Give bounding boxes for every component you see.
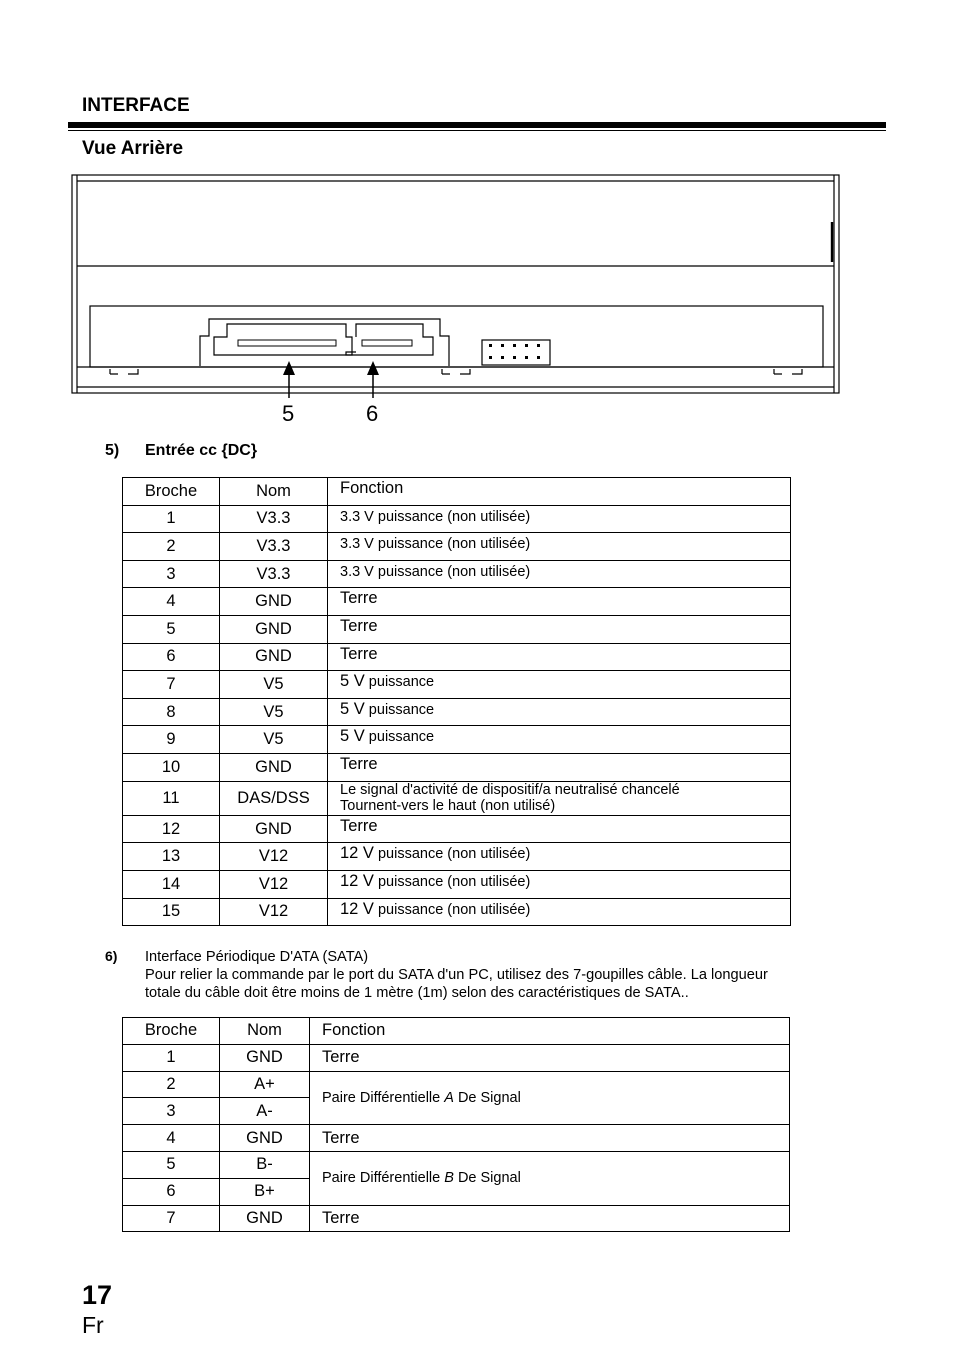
pair-b-prefix: Paire Différentielle bbox=[322, 1169, 445, 1186]
name-cell: B- bbox=[220, 1151, 310, 1178]
name-cell: V12 bbox=[220, 871, 328, 899]
sata-title: Interface Périodique D'ATA (SATA) bbox=[145, 949, 369, 965]
table-header-row bbox=[123, 478, 791, 506]
sata-line-1: Pour relier la commande par le port du SATA d'un PC, utilisez des 7-goupilles câble. La longueur bbox=[145, 967, 768, 983]
jumper-block bbox=[482, 340, 550, 365]
table-row bbox=[123, 1044, 790, 1071]
dc-section-title: Entrée cc {DC} bbox=[145, 442, 258, 459]
name-cell: V12 bbox=[220, 898, 328, 926]
pin-cell: 6 bbox=[123, 1178, 220, 1205]
function-cell bbox=[328, 753, 791, 781]
table-row bbox=[123, 898, 791, 926]
table-header-row bbox=[123, 1018, 790, 1045]
header-pin: Broche bbox=[123, 1018, 220, 1045]
name-cell: GND bbox=[220, 815, 328, 843]
pin-cell: 7 bbox=[123, 1205, 220, 1232]
function-text-small: puissance bbox=[364, 674, 435, 691]
table-row bbox=[123, 1151, 790, 1178]
name-cell: V3.3 bbox=[220, 533, 328, 561]
function-text: 12 V bbox=[340, 844, 374, 863]
function-text: 5 V bbox=[340, 672, 365, 691]
function-text-small: puissance (non utilisée) bbox=[373, 874, 531, 891]
function-cell bbox=[328, 726, 791, 754]
name-cell: A- bbox=[220, 1098, 310, 1125]
function-cell bbox=[328, 815, 791, 843]
dc-table-body bbox=[123, 505, 791, 926]
pin-cell: 2 bbox=[123, 1071, 220, 1098]
function-text-small: 3.3 V puissance (non utilisée) bbox=[340, 508, 531, 525]
pin-cell: 3 bbox=[123, 1098, 220, 1125]
name-cell: GND bbox=[220, 588, 328, 616]
name-cell: V5 bbox=[220, 671, 328, 699]
function-text-line-1: Le signal d'activité de dispositif/a neutralisé chancelé bbox=[340, 781, 680, 798]
sata-pin-table bbox=[122, 1017, 790, 1232]
pair-b-suffix: De Signal bbox=[453, 1169, 521, 1186]
pair-a-suffix: De Signal bbox=[453, 1089, 521, 1106]
dc-pin-table bbox=[122, 477, 791, 926]
pin-cell: 10 bbox=[123, 753, 220, 781]
function-text-small: 3.3 V puissance (non utilisée) bbox=[340, 536, 531, 553]
name-cell: V5 bbox=[220, 698, 328, 726]
function-cell bbox=[328, 505, 791, 533]
table-row bbox=[123, 533, 791, 561]
pair-a-prefix: Paire Différentielle bbox=[322, 1089, 445, 1106]
name-cell: A+ bbox=[220, 1071, 310, 1098]
function-text: Terre bbox=[340, 816, 378, 835]
function-cell bbox=[328, 843, 791, 871]
function-text: 12 V bbox=[340, 899, 374, 918]
table-row bbox=[123, 781, 791, 815]
function-cell: Terre bbox=[310, 1044, 790, 1071]
function-text: Terre bbox=[340, 589, 378, 608]
pin-cell: 9 bbox=[123, 726, 220, 754]
function-cell bbox=[328, 898, 791, 926]
pin-cell: 12 bbox=[123, 815, 220, 843]
sata-section-number: 6) bbox=[105, 948, 118, 964]
name-cell: DAS/DSS bbox=[220, 781, 328, 815]
function-text: 12 V bbox=[340, 872, 374, 891]
drive-outline bbox=[72, 175, 839, 393]
header-function: Fonction bbox=[310, 1018, 790, 1045]
pin-cell: 1 bbox=[123, 505, 220, 533]
name-cell: GND bbox=[220, 753, 328, 781]
function-text-line-2: Tournent-vers le haut (non utilisé) bbox=[340, 798, 556, 815]
name-cell: V12 bbox=[220, 843, 328, 871]
section-title: INTERFACE bbox=[82, 95, 190, 116]
table-row bbox=[123, 815, 791, 843]
function-cell: Terre bbox=[310, 1125, 790, 1152]
table-row bbox=[123, 615, 791, 643]
table-row bbox=[123, 843, 791, 871]
function-cell bbox=[328, 698, 791, 726]
dc-section-number: 5) bbox=[105, 442, 120, 459]
function-cell bbox=[328, 871, 791, 899]
rear-view-diagram bbox=[0, 170, 954, 440]
function-text: Terre bbox=[340, 644, 378, 663]
pin-cell: 2 bbox=[123, 533, 220, 561]
function-cell-pair-a bbox=[310, 1071, 790, 1125]
table-row bbox=[123, 643, 791, 671]
header-rule-thin bbox=[68, 130, 886, 132]
table-row bbox=[123, 871, 791, 899]
function-text: 5 V bbox=[340, 699, 365, 718]
page-number: 17 bbox=[82, 1280, 113, 1310]
function-text: Terre bbox=[340, 616, 378, 635]
name-cell: GND bbox=[220, 1125, 310, 1152]
pin-cell: 4 bbox=[123, 588, 220, 616]
function-text: 5 V bbox=[340, 727, 365, 746]
function-text-small: 3.3 V puissance (non utilisée) bbox=[340, 563, 531, 580]
header-function: Fonction bbox=[328, 478, 791, 506]
name-cell: GND bbox=[220, 1205, 310, 1232]
name-cell: B+ bbox=[220, 1178, 310, 1205]
pin-cell: 4 bbox=[123, 1125, 220, 1152]
table-row bbox=[123, 560, 791, 588]
table-row bbox=[123, 1125, 790, 1152]
pin-cell: 14 bbox=[123, 871, 220, 899]
pin-cell: 13 bbox=[123, 843, 220, 871]
sata-description bbox=[145, 948, 845, 1002]
function-text-small: puissance (non utilisée) bbox=[373, 901, 531, 918]
callout-label-5: 5 bbox=[282, 401, 295, 426]
table-row bbox=[123, 505, 791, 533]
header-rule-thick bbox=[68, 122, 886, 128]
header-pin: Broche bbox=[123, 478, 220, 506]
function-text-small: puissance bbox=[364, 729, 435, 746]
pin-cell: 15 bbox=[123, 898, 220, 926]
language-code: Fr bbox=[82, 1312, 104, 1338]
function-text: Terre bbox=[340, 754, 378, 773]
header-name: Nom bbox=[220, 478, 328, 506]
function-cell bbox=[328, 588, 791, 616]
pair-a-letter: A bbox=[444, 1089, 454, 1106]
function-cell: Terre bbox=[310, 1205, 790, 1232]
pin-cell: 5 bbox=[123, 615, 220, 643]
pin-cell: 7 bbox=[123, 671, 220, 699]
callout-label-6: 6 bbox=[366, 401, 379, 426]
function-cell bbox=[328, 615, 791, 643]
pin-cell: 8 bbox=[123, 698, 220, 726]
name-cell: GND bbox=[220, 643, 328, 671]
pin-cell: 5 bbox=[123, 1151, 220, 1178]
function-text-small: puissance (non utilisée) bbox=[373, 846, 531, 863]
function-cell bbox=[328, 533, 791, 561]
pair-b-letter: B bbox=[444, 1169, 454, 1186]
function-text-small: puissance bbox=[364, 701, 435, 718]
table-row bbox=[123, 698, 791, 726]
pin-cell: 11 bbox=[123, 781, 220, 815]
pin-cell: 6 bbox=[123, 643, 220, 671]
table-row bbox=[123, 671, 791, 699]
name-cell: V3.3 bbox=[220, 560, 328, 588]
pin-cell: 3 bbox=[123, 560, 220, 588]
name-cell: GND bbox=[220, 615, 328, 643]
table-row bbox=[123, 1205, 790, 1232]
function-cell bbox=[328, 781, 791, 815]
pin-cell: 1 bbox=[123, 1044, 220, 1071]
subsection-title: Vue Arrière bbox=[82, 138, 184, 159]
function-cell-pair-b bbox=[310, 1151, 790, 1205]
name-cell: V5 bbox=[220, 726, 328, 754]
name-cell: V3.3 bbox=[220, 505, 328, 533]
function-cell bbox=[328, 671, 791, 699]
table-row bbox=[123, 1071, 790, 1098]
function-cell bbox=[328, 643, 791, 671]
function-cell bbox=[328, 560, 791, 588]
sata-line-2: totale du câble doit être moins de 1 mètre (1m) selon des caractéristiques de SATA.. bbox=[145, 985, 689, 1001]
name-cell: GND bbox=[220, 1044, 310, 1071]
table-row bbox=[123, 753, 791, 781]
table-row bbox=[123, 726, 791, 754]
header-name: Nom bbox=[220, 1018, 310, 1045]
table-row bbox=[123, 588, 791, 616]
